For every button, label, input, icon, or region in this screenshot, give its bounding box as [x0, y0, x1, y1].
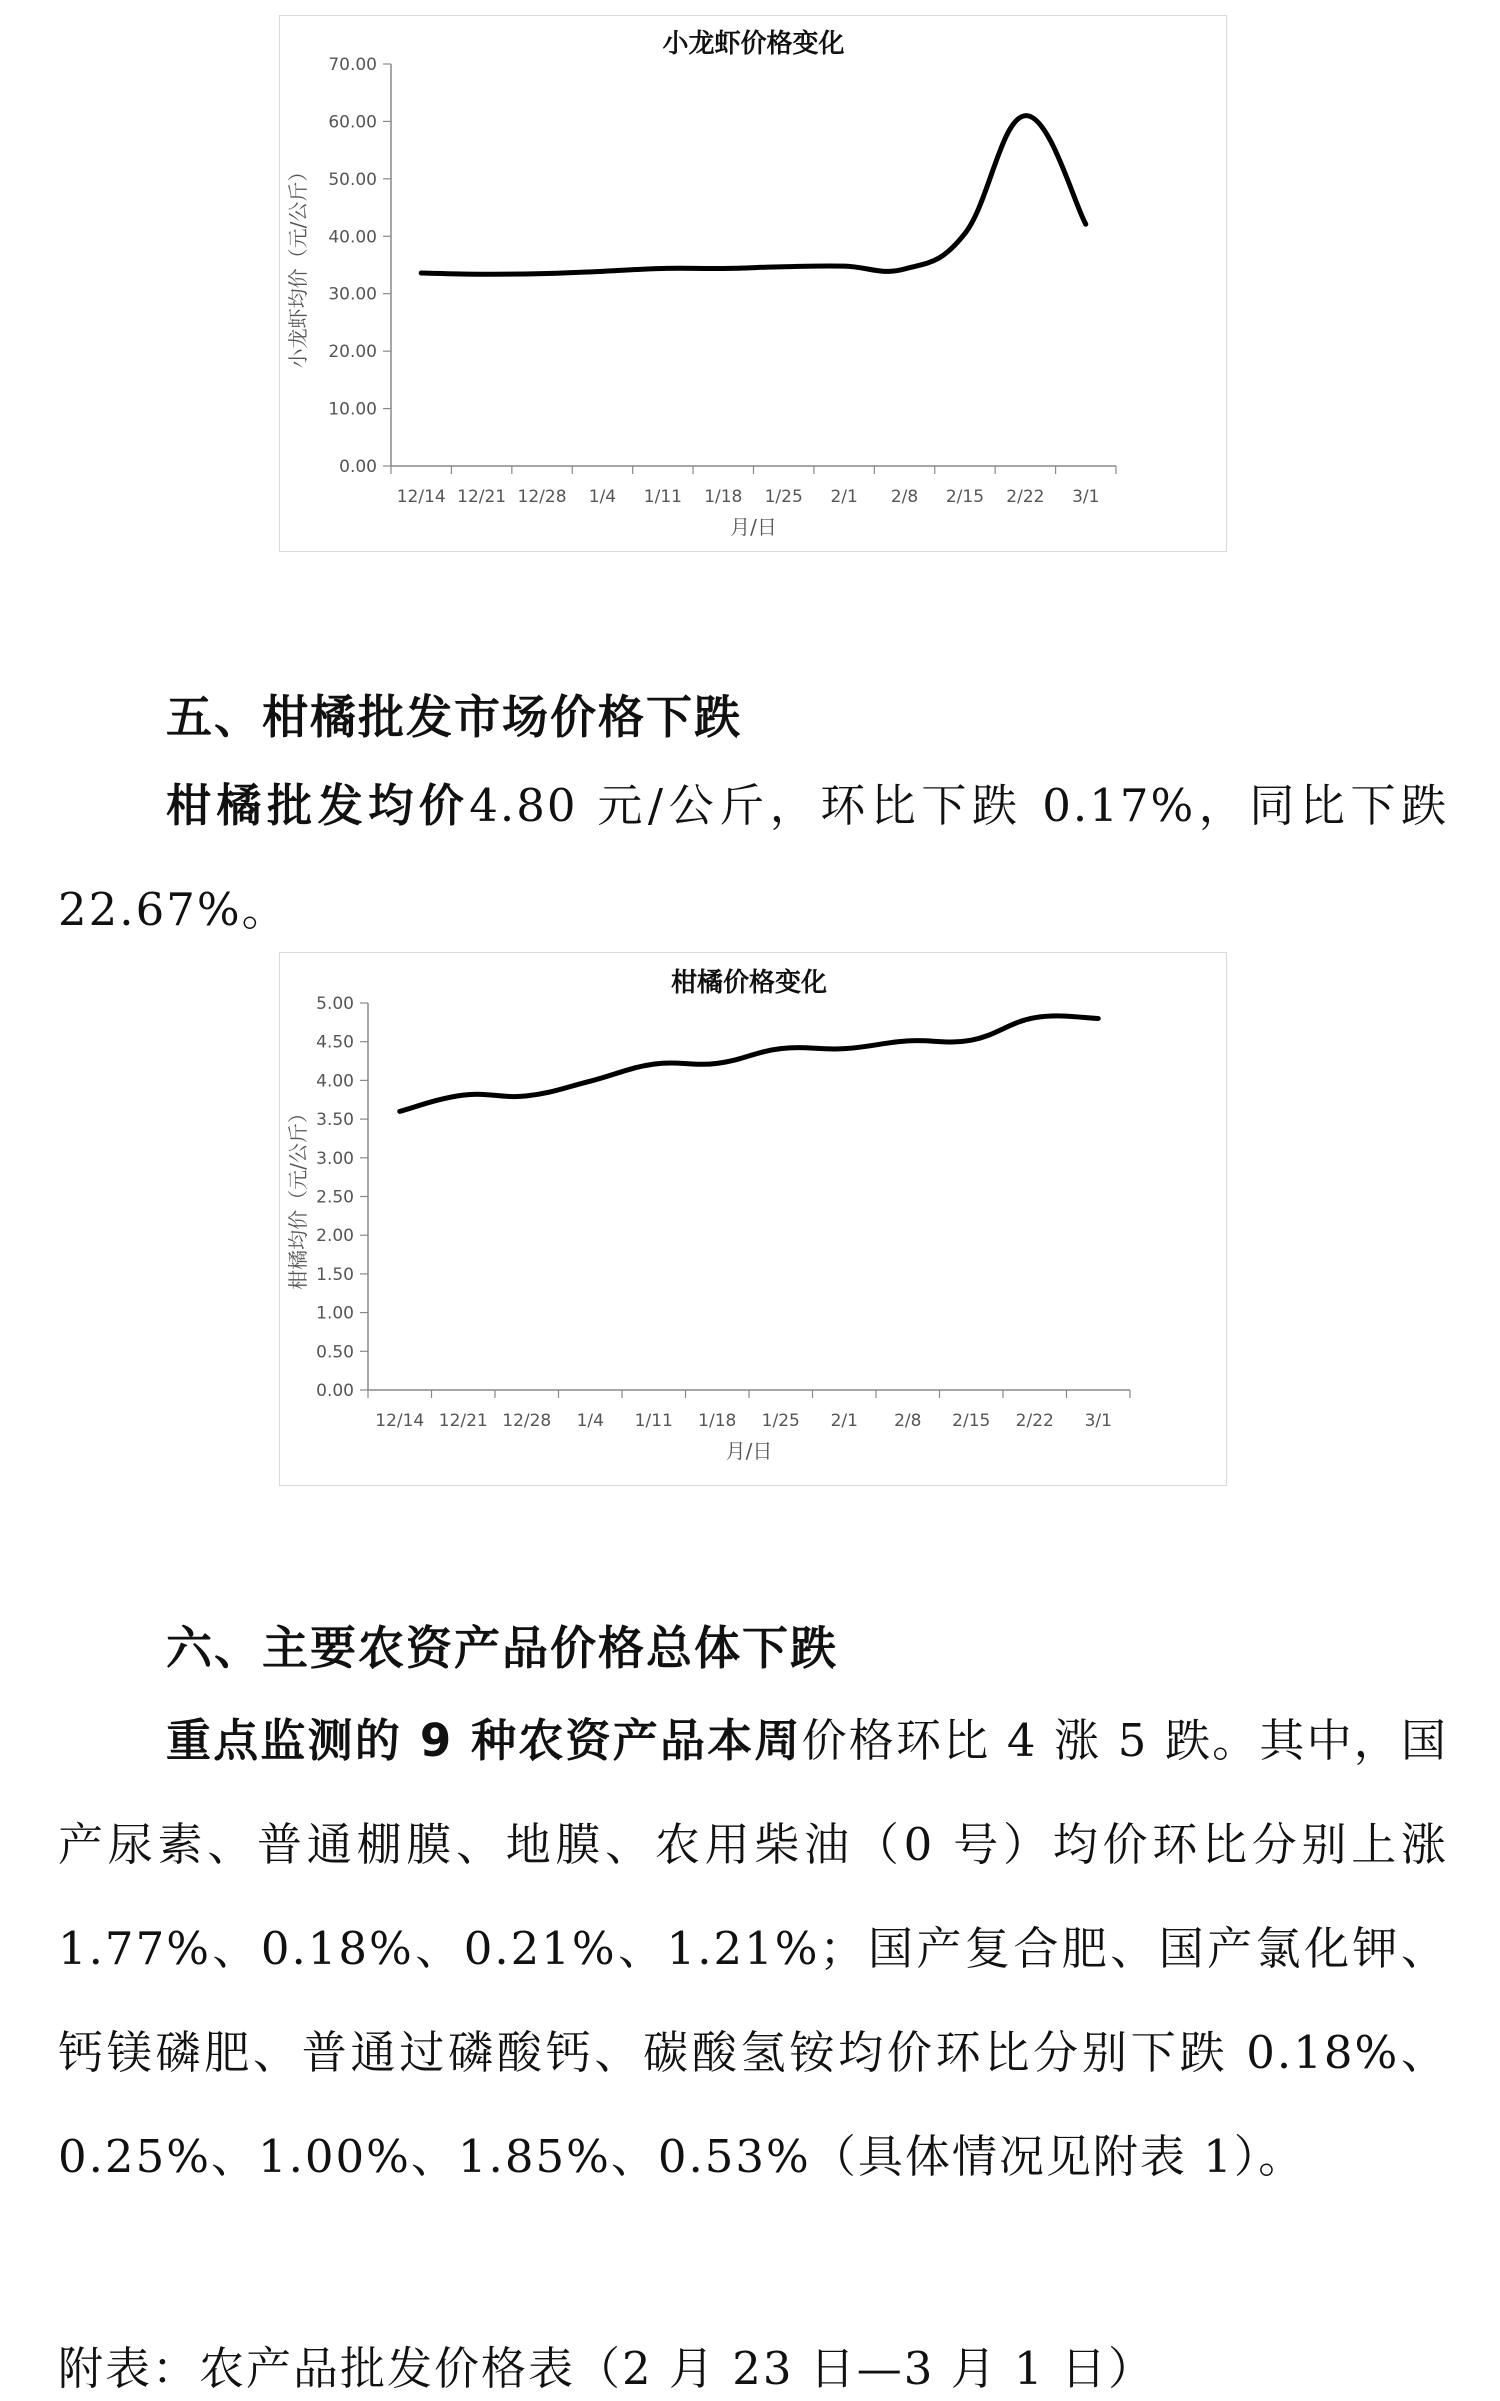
x-tick-label: 1/18 — [704, 487, 743, 507]
x-tick-label: 1/4 — [576, 1411, 604, 1431]
x-tick-label: 12/28 — [502, 1411, 552, 1431]
x-tick-label: 2/1 — [830, 487, 858, 507]
y-tick-label: 4.00 — [316, 1071, 354, 1092]
y-tick-label: 2.50 — [316, 1187, 354, 1208]
x-tick-label: 1/18 — [698, 1411, 737, 1431]
y-tick-label: 20.00 — [328, 342, 377, 363]
y-tick-label: 70.00 — [328, 55, 377, 75]
y-axis-title: 小龙虾均价（元/公斤） — [286, 161, 310, 369]
section6-heading: 六、主要农资产品价格总体下跌 — [166, 1621, 838, 1675]
x-tick-label: 2/8 — [890, 487, 919, 507]
x-tick-label: 1/11 — [634, 1411, 673, 1431]
x-tick-label: 1/11 — [643, 487, 682, 507]
section6-paragraph — [58, 1689, 1448, 2209]
x-tick-label: 2/15 — [952, 1411, 991, 1431]
x-tick-label: 2/22 — [1015, 1411, 1054, 1431]
section6-lead: 重点监测的 9 种农资产品本周 — [166, 1714, 802, 1767]
x-tick-label: 2/22 — [1006, 487, 1045, 507]
y-tick-label: 0.00 — [316, 1381, 354, 1401]
y-tick-label: 1.00 — [316, 1303, 354, 1324]
y-tick-label: 1.50 — [316, 1264, 354, 1285]
y-tick-label: 0.00 — [339, 457, 377, 477]
price-line-series — [421, 116, 1086, 275]
y-tick-label: 5.00 — [316, 994, 354, 1014]
x-tick-label: 12/21 — [457, 487, 507, 507]
x-tick-label: 1/25 — [764, 487, 803, 507]
y-tick-label: 40.00 — [328, 227, 377, 248]
y-tick-label: 2.00 — [316, 1226, 354, 1247]
x-tick-label: 12/14 — [375, 1411, 425, 1431]
x-tick-label: 2/8 — [894, 1411, 922, 1431]
y-tick-label: 3.00 — [316, 1148, 354, 1169]
y-tick-label: 0.50 — [316, 1342, 354, 1363]
citrus-price-chart — [279, 952, 1227, 1486]
x-tick-label: 12/28 — [517, 487, 567, 507]
x-tick-label: 12/21 — [438, 1411, 488, 1431]
x-tick-label: 3/1 — [1084, 1411, 1112, 1431]
x-tick-label: 1/4 — [588, 487, 617, 507]
chart-title: 小龙虾价格变化 — [662, 29, 845, 59]
section5-heading: 五、柑橘批发市场价格下跌 — [166, 690, 742, 744]
appendix-caption: 附表：农产品批发价格表（2 月 23 日—3 月 1 日） — [58, 2342, 1155, 2395]
y-tick-label: 60.00 — [328, 112, 377, 133]
section5-paragraph — [58, 754, 1448, 962]
x-tick-label: 3/1 — [1072, 487, 1100, 507]
crayfish-chart-svg — [280, 16, 1226, 551]
section5-body: 4.80 元/公斤，环比下跌 0.17%，同比下跌 22.67%。 — [58, 779, 1448, 936]
section5-lead: 柑橘批发均价 — [166, 779, 470, 832]
section6-body: 价格环比 4 涨 5 跌。其中，国产尿素、普通棚膜、地膜、农用柴油（0 号）均价环比分别上涨 1.77%、0.18%、0.21%、1.21%；国产复合肥、国产氯化钾、钙镁磷肥、普通过磷酸钙、碳酸氢铵均价环比分别下跌 0.18%、0.25%、1.00%、1.85%、0.53%（具体情况见附表 1）。 — [58, 1714, 1448, 2183]
x-tick-label: 1/25 — [761, 1411, 800, 1431]
x-tick-label: 2/15 — [945, 487, 985, 507]
x-axis-title: 月/日 — [725, 1439, 773, 1463]
crayfish-price-chart — [279, 15, 1227, 552]
chart-title: 柑橘价格变化 — [670, 968, 828, 998]
citrus-chart-svg — [280, 953, 1226, 1485]
y-tick-label: 10.00 — [328, 399, 377, 420]
y-tick-label: 3.50 — [316, 1110, 354, 1131]
x-axis-title: 月/日 — [730, 515, 777, 539]
y-tick-label: 4.50 — [316, 1032, 354, 1053]
price-line-series — [400, 1016, 1099, 1111]
y-tick-label: 30.00 — [328, 284, 377, 305]
x-tick-label: 2/1 — [830, 1411, 858, 1431]
y-tick-label: 50.00 — [328, 169, 377, 190]
x-tick-label: 12/14 — [396, 487, 446, 507]
y-axis-title: 柑橘均价（元/公斤） — [286, 1103, 310, 1290]
